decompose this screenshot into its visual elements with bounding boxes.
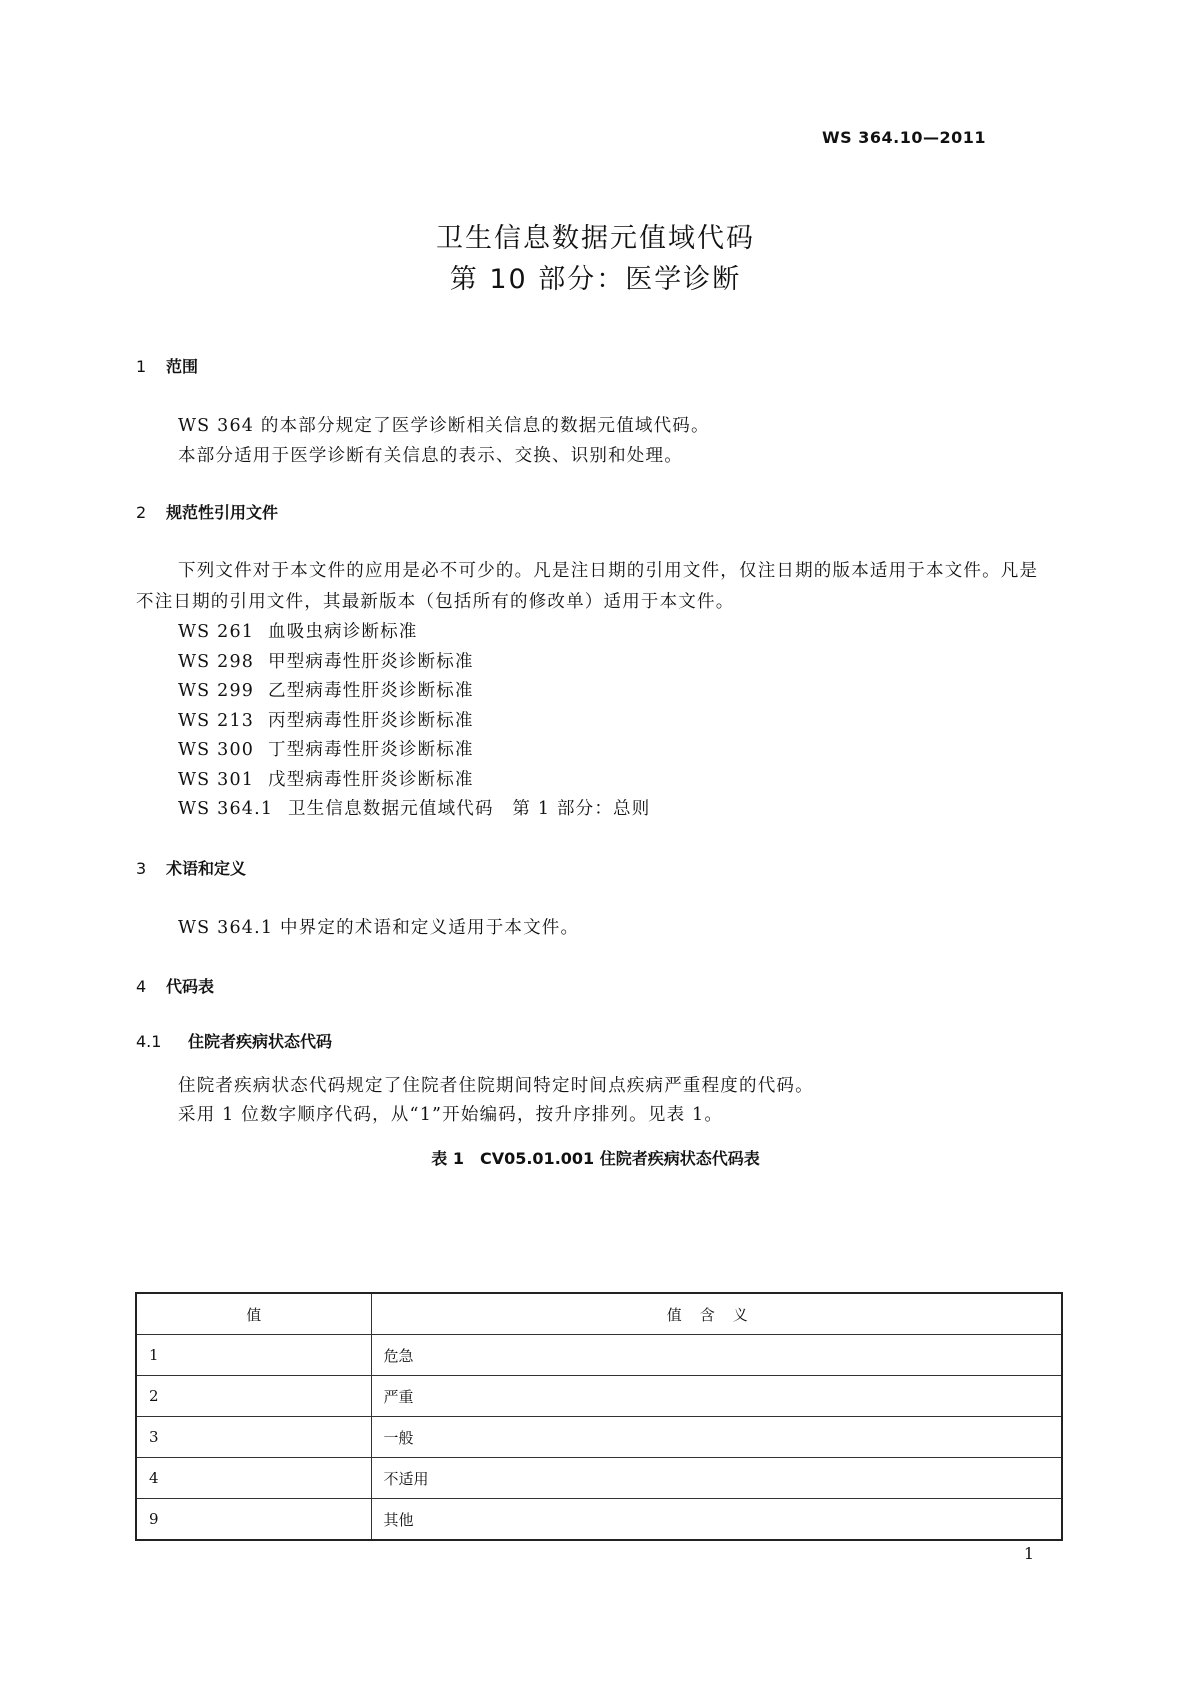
- table-caption: 表 1 CV05.01.001 住院者疾病状态代码表: [431, 1149, 760, 1168]
- scope-paragraph-1: WS 364 的本部分规定了医学诊断相关信息的数据元值域代码。: [178, 416, 710, 436]
- table-row: [136, 1376, 1062, 1417]
- reference-item: WS 261 血吸虫病诊断标准: [178, 622, 418, 642]
- scope-paragraph-2: 本部分适用于医学诊断有关信息的表示、交换、识别和处理。: [178, 446, 683, 466]
- reference-item: WS 301 戊型病毒性肝炎诊断标准: [178, 770, 474, 790]
- document-subtitle: 第 10 部分：医学诊断: [449, 264, 742, 295]
- document-title: 卫生信息数据元值域代码: [436, 223, 755, 254]
- cell-value: 3: [136, 1417, 371, 1458]
- section-heading-normative-references: 2 规范性引用文件: [136, 503, 279, 522]
- page-number: 1: [1023, 1544, 1034, 1563]
- references-intro: 下列文件对于本文件的应用是必不可少的。凡是注日期的引用文件，仅注日期的版本适用于本文件。凡是不注日期的引用文件，其最新版本（包括所有的修改单）适用于本文件。: [136, 561, 1039, 612]
- cell-meaning: 其他: [371, 1499, 1062, 1541]
- cell-value: 4: [136, 1458, 371, 1499]
- code-table: [135, 1292, 1063, 1541]
- section-heading-terms: 3 术语和定义: [136, 859, 247, 878]
- table-row: [136, 1499, 1062, 1541]
- table-row: [136, 1458, 1062, 1499]
- terms-paragraph: WS 364.1 中界定的术语和定义适用于本文件。: [178, 918, 580, 938]
- standard-code: WS 364.10—2011: [821, 128, 986, 147]
- cell-meaning: 危急: [371, 1335, 1062, 1376]
- section-heading-code-tables: 4 代码表: [136, 977, 215, 996]
- cell-meaning: 一般: [371, 1417, 1062, 1458]
- subsection-paragraph-1: 住院者疾病状态代码规定了住院者住院期间特定时间点疾病严重程度的代码。: [178, 1076, 814, 1096]
- cell-value: 2: [136, 1376, 371, 1417]
- reference-item: WS 213 丙型病毒性肝炎诊断标准: [178, 711, 474, 731]
- reference-item: WS 300 丁型病毒性肝炎诊断标准: [178, 740, 474, 760]
- cell-meaning: 严重: [371, 1376, 1062, 1417]
- header-meaning: 值含义: [371, 1293, 1062, 1335]
- section-heading-scope: 1 范围: [136, 357, 199, 376]
- cell-value: 9: [136, 1499, 371, 1541]
- table-row: [136, 1335, 1062, 1376]
- reference-item: WS 364.1 卫生信息数据元值域代码 第 1 部分：总则: [178, 799, 651, 819]
- table-row: [136, 1417, 1062, 1458]
- table-header-row: [136, 1293, 1062, 1335]
- subsection-heading: 4.1 住院者疾病状态代码: [136, 1032, 333, 1051]
- cell-meaning: 不适用: [371, 1458, 1062, 1499]
- subsection-paragraph-2: 采用 1 位数字顺序代码，从“1”开始编码，按升序排列。见表 1。: [178, 1105, 724, 1125]
- reference-item: WS 298 甲型病毒性肝炎诊断标准: [178, 652, 474, 672]
- reference-item: WS 299 乙型病毒性肝炎诊断标准: [178, 681, 474, 701]
- header-value: 值: [136, 1293, 371, 1335]
- cell-value: 1: [136, 1335, 371, 1376]
